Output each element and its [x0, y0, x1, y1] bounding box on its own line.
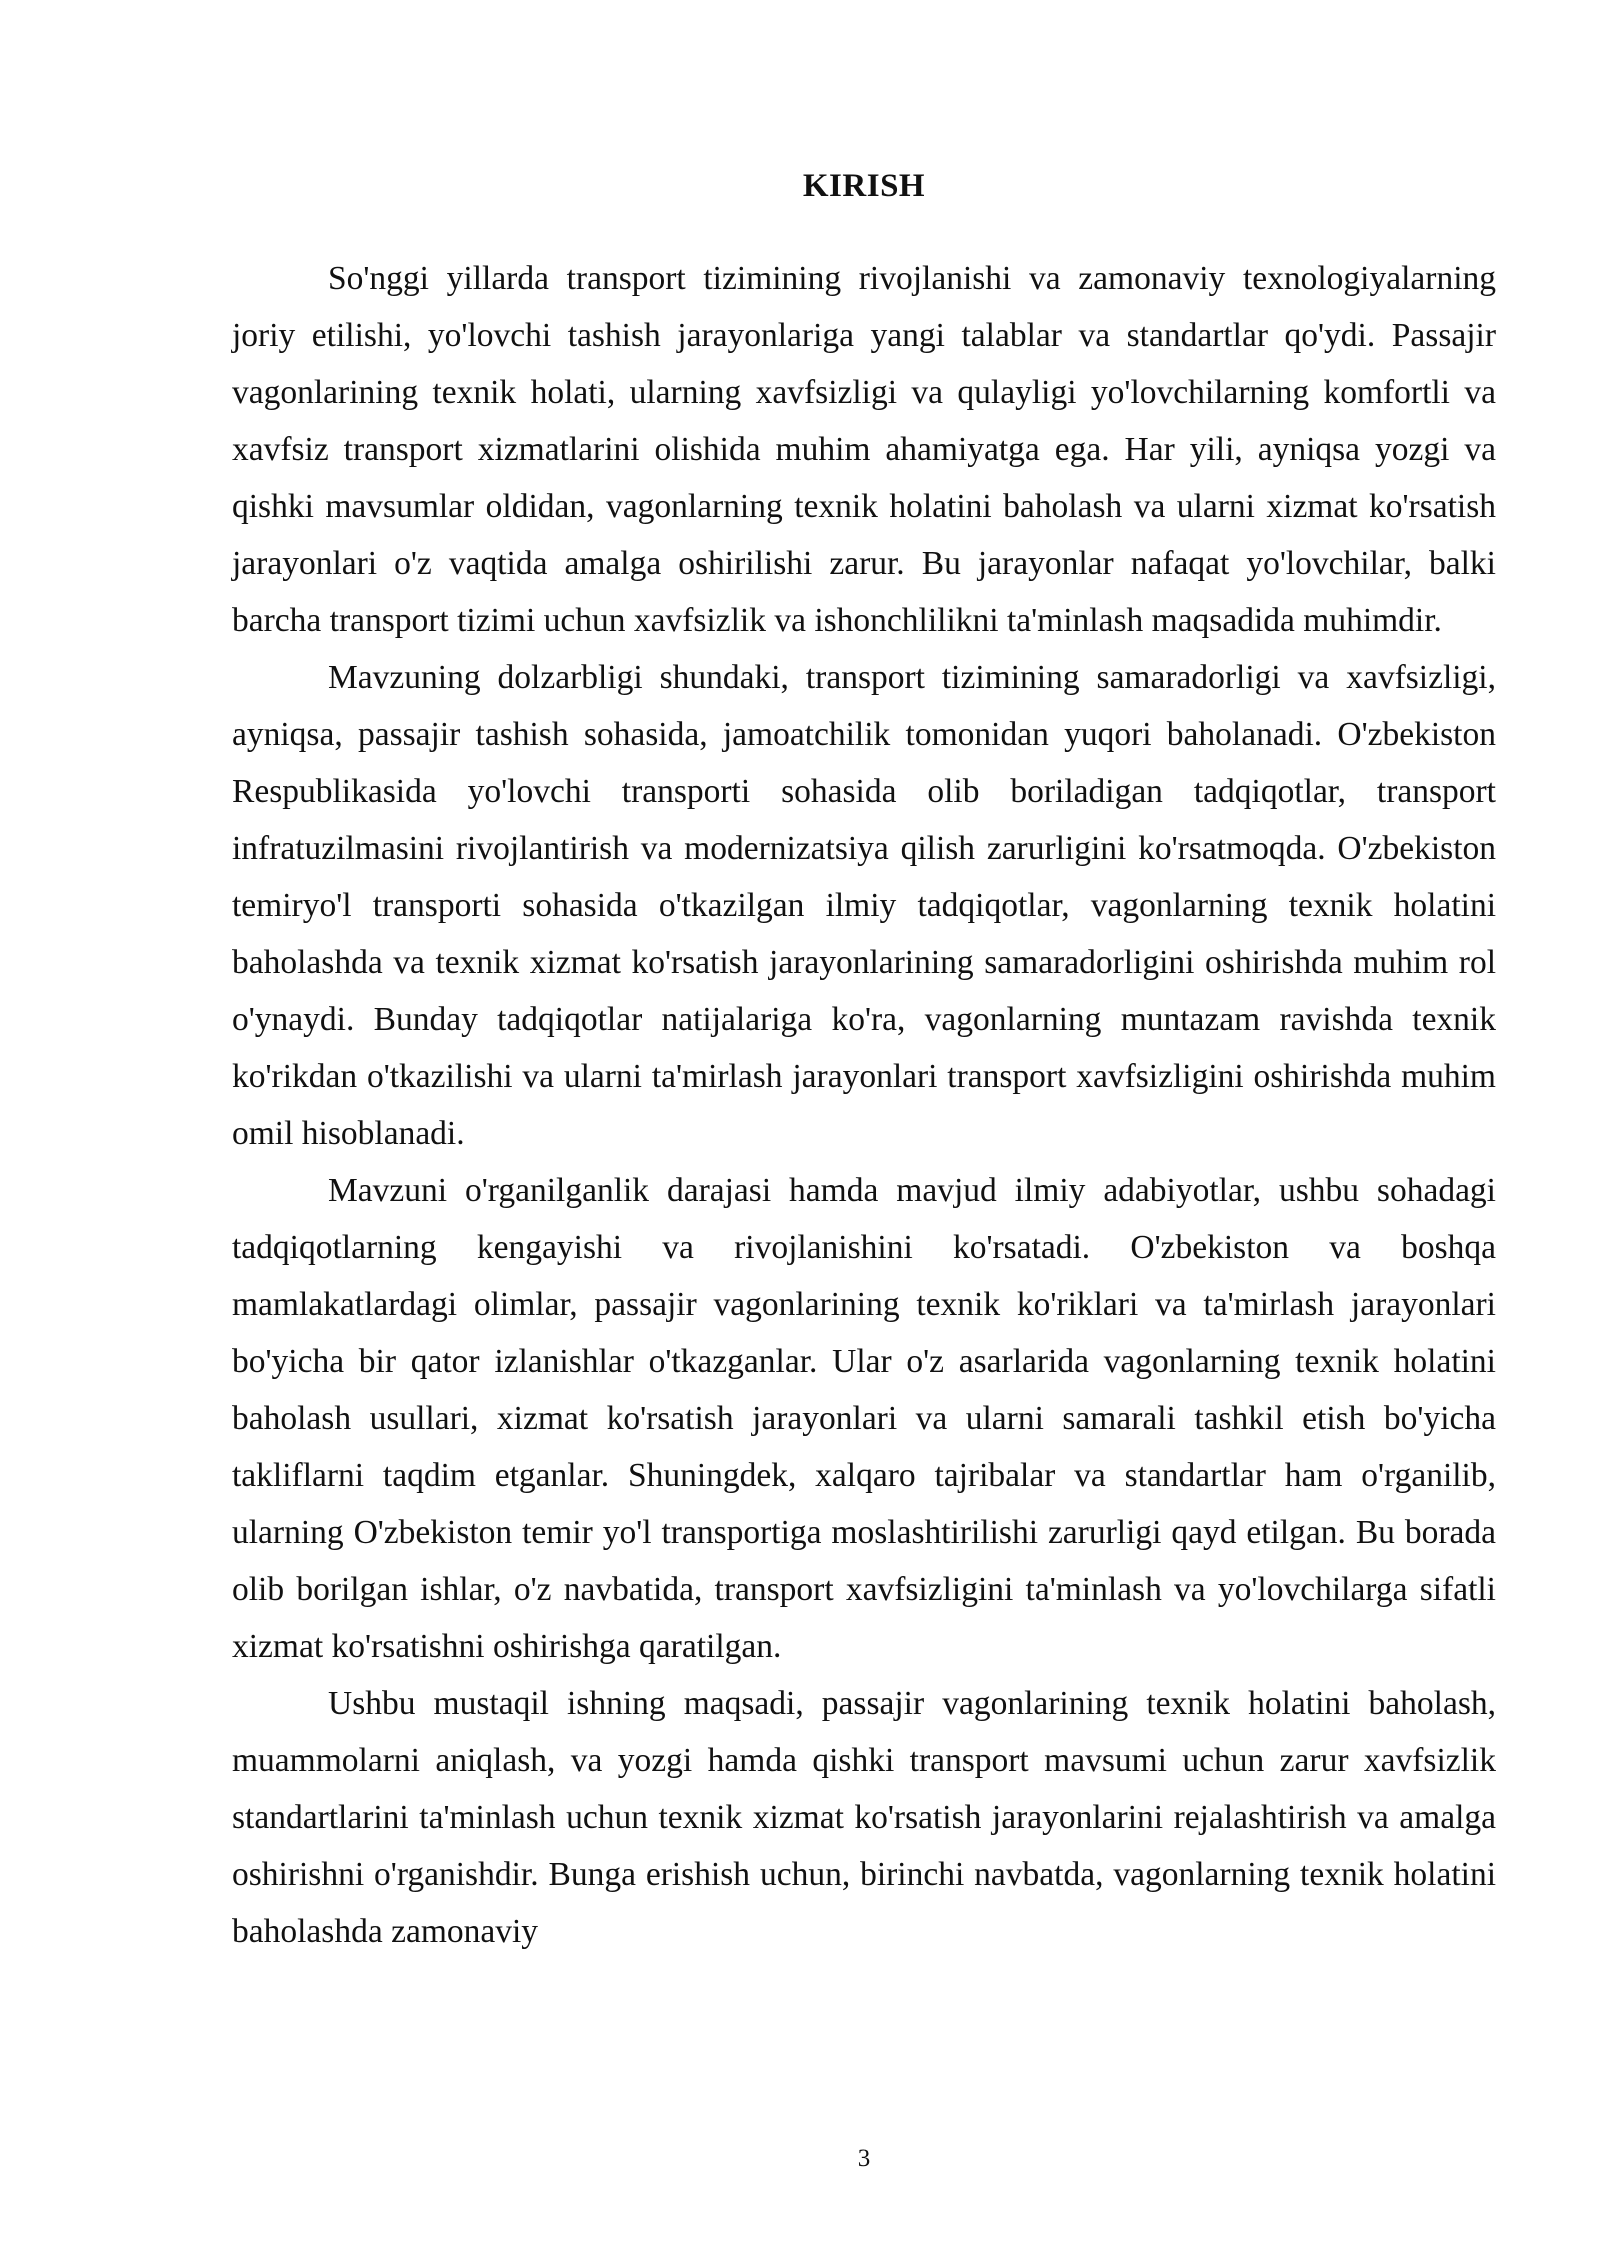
document-body	[232, 250, 1496, 1960]
page-title: KIRISH	[802, 168, 926, 204]
paragraph-2: Mavzuning dolzarbligi shundaki, transport tizimining samaradorligi va xavfsizligi, ayniqsa, passajir tashish sohasida, jamoatchilik tomonidan yuqori baholanadi. O'zbekiston Respublikasida yo'lovchi transporti sohasida olib boriladigan tadqiqotlar, transport infratuzilmasini rivojlantirish va modernizatsiya qilish zarurligini ko'rsatmoqda. O'zbekiston temiryo'l transporti sohasida o'tkazilgan ilmiy tadqiqotlar, vagonlarning texnik holatini baholashda va texnik xizmat ko'rsatish jarayonlarining samaradorligini oshirishda muhim rol o'ynaydi. Bunday tadqiqotlar natijalariga ko'ra, vagonlarning muntazam ravishda texnik ko'rikdan o'tkazilishi va ularni ta'mirlash jarayonlari transport xavfsizligini oshirishda muhim omil hisoblanadi.	[232, 659, 1496, 1152]
paragraph-1: So'nggi yillarda transport tizimining rivojlanishi va zamonaviy texnologiyalarning joriy etilishi, yo'lovchi tashish jarayonlariga yangi talablar va standartlar qo'ydi. Passajir vagonlarining texnik holati, ularning xavfsizligi va qulayligi yo'lovchilarning komfortli va xavfsiz transport xizmatlarini olishida muhim ahamiyatga ega. Har yili, ayniqsa yozgi va qishki mavsumlar oldidan, vagonlarning texnik holatini baholash va ularni xizmat ko'rsatish jarayonlari o'z vaqtida amalga oshirilishi zarur. Bu jarayonlar nafaqat yo'lovchilar, balki barcha transport tizimi uchun xavfsizlik va ishonchlilikni ta'minlash maqsadida muhimdir.	[232, 260, 1496, 639]
paragraph-4: Ushbu mustaqil ishning maqsadi, passajir vagonlarining texnik holatini baholash, muammolarni aniqlash, va yozgi hamda qishki transport mavsumi uchun zarur xavfsizlik standartlarini ta'minlash uchun texnik xizmat ko'rsatish jarayonlarini rejalashtirish va amalga oshirishni o'rganishdir. Bunga erishish uchun, birinchi navbatda, vagonlarning texnik holatini baholashda zamonaviy	[232, 1685, 1496, 1950]
page-number: 3	[857, 2145, 871, 2172]
paragraph-3: Mavzuni o'rganilganlik darajasi hamda mavjud ilmiy adabiyotlar, ushbu sohadagi tadqiqotlarning kengayishi va rivojlanishini ko'rsatadi. O'zbekiston va boshqa mamlakatlardagi olimlar, passajir vagonlarining texnik ko'riklari va ta'mirlash jarayonlari bo'yicha bir qator izlanishlar o'tkazganlar. Ular o'z asarlarida vagonlarning texnik holatini baholash usullari, xizmat ko'rsatish jarayonlari va ularni samarali tashkil etish bo'yicha takliflarni taqdim etganlar. Shuningdek, xalqaro tajribalar va standartlar ham o'rganilib, ularning O'zbekiston temir yo'l transportiga moslashtirilishi zarurligi qayd etilgan. Bu borada olib borilgan ishlar, o'z navbatida, transport xavfsizligini ta'minlash va yo'lovchilarga sifatli xizmat ko'rsatishni oshirishga qaratilgan.	[232, 1172, 1496, 1665]
